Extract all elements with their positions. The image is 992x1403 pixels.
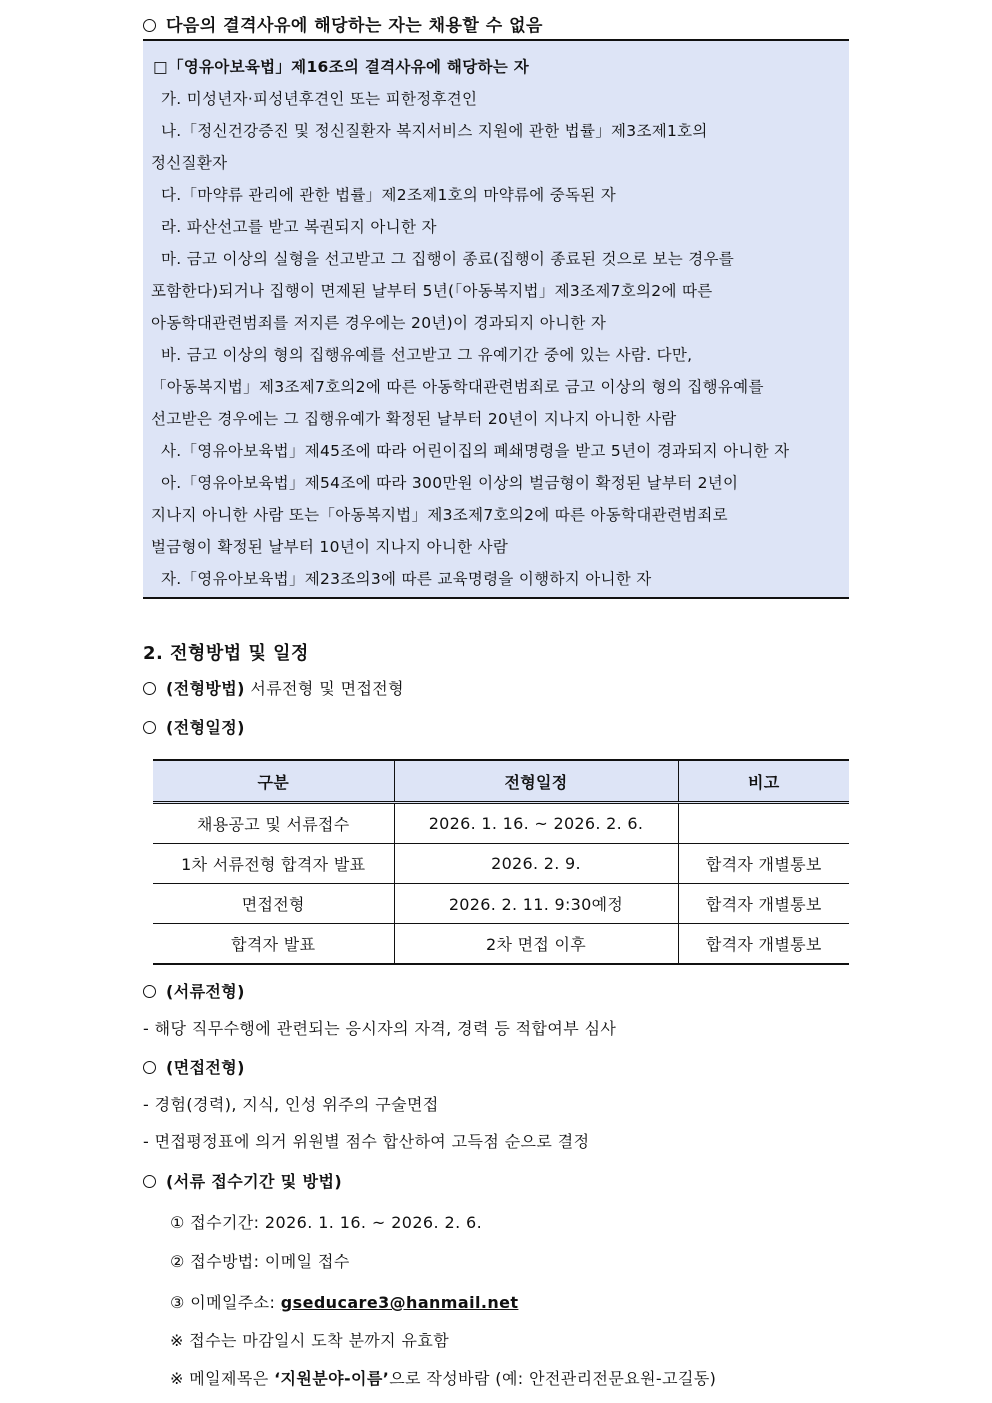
- disq-line: 다.「마약류 관리에 관한 법률」제2조제1호의 마약류에 중독된 자: [161, 186, 617, 204]
- table-row: [153, 924, 849, 965]
- table-header: 전형일정: [394, 760, 678, 803]
- disq-line: 「아동복지법」제3조제7호의2에 따른 아동학대관련범죄로 금고 이상의 형의 집행유예를: [151, 378, 764, 396]
- section-title: 2. 전형방법 및 일정: [143, 643, 309, 664]
- circle-bullet-icon: [143, 721, 156, 734]
- interview-item: - 경험(경력), 지식, 인성 위주의 구술면접: [143, 1095, 439, 1114]
- table-cell: [678, 803, 849, 844]
- table-row: [153, 803, 849, 844]
- table-header: 구분: [153, 760, 394, 803]
- table-cell: 합격자 개별통보: [678, 844, 849, 884]
- apply-method: ② 접수방법: 이메일 접수: [170, 1252, 350, 1271]
- table-row: [153, 884, 849, 924]
- disq-line: 지나지 아니한 사람 또는「아동복지법」제3조제7호의2에 따른 아동학대관련범죄로: [151, 506, 728, 524]
- schedule-table: [153, 759, 849, 965]
- disq-line: 포함한다)되거나 집행이 면제된 날부터 5년(「아동복지법」제3조제7호의2에 따른: [151, 282, 713, 300]
- disq-line: 정신질환자: [151, 154, 228, 172]
- doc-review-item: - 해당 직무수행에 관련되는 응시자의 자격, 경력 등 적합여부 심사: [143, 1019, 617, 1038]
- table-cell: 2026. 1. 16. ~ 2026. 2. 6.: [394, 803, 678, 844]
- table-cell: 2026. 2. 9.: [394, 844, 678, 884]
- apply-label: (서류 접수기간 및 방법): [143, 1169, 342, 1192]
- doc-review-label: (서류전형): [143, 979, 245, 1002]
- table-row: [153, 844, 849, 884]
- table-cell: 2026. 2. 11. 9:30예정: [394, 884, 678, 924]
- circle-bullet-icon: [143, 1175, 156, 1188]
- table-header: 비고: [678, 760, 849, 803]
- method-line: (전형방법) 서류전형 및 면접전형: [143, 676, 404, 699]
- interview-label: (면접전형): [143, 1055, 245, 1078]
- disqualification-box: [143, 39, 849, 599]
- apply-note: ※ 접수는 마감일시 도착 분까지 유효함: [170, 1331, 450, 1350]
- disq-line: 라. 파산선고를 받고 복권되지 아니한 자: [161, 218, 437, 236]
- box-title: □「영유아보육법」제16조의 결격사유에 해당하는 자: [153, 58, 529, 76]
- disq-line: 아동학대관련범죄를 저지른 경우에는 20년)이 경과되지 아니한 자: [151, 314, 607, 332]
- disq-line: 선고받은 경우에는 그 집행유예가 확정된 날부터 20년이 지나지 아니한 사람: [151, 410, 677, 428]
- disq-line: 아.「영유아보육법」제54조에 따라 300만원 이상의 벌금형이 확정된 날부터 2년이: [161, 474, 739, 492]
- schedule-label: (전형일정): [143, 715, 245, 738]
- table-cell: 채용공고 및 서류접수: [153, 803, 394, 844]
- disq-line: 마. 금고 이상의 실형을 선고받고 그 집행이 종료(집행이 종료된 것으로 보는 경우를: [161, 250, 735, 268]
- disq-line: 가. 미성년자‧피성년후견인 또는 피한정후견인: [161, 90, 478, 108]
- apply-email-line: ③ 이메일주소: gseducare3@hanmail.net: [170, 1293, 519, 1312]
- circle-bullet-icon: [143, 682, 156, 695]
- circle-bullet-icon: [143, 1061, 156, 1074]
- table-cell: 면접전형: [153, 884, 394, 924]
- table-cell: 합격자 개별통보: [678, 924, 849, 965]
- disq-line: 벌금형이 확정된 날부터 10년이 지나지 아니한 사람: [151, 538, 509, 556]
- circle-bullet-icon: [143, 985, 156, 998]
- disq-line: 나.「정신건강증진 및 정신질환자 복지서비스 지원에 관한 법률」제3조제1호의: [161, 122, 708, 140]
- disq-line: 자.「영유아보육법」제23조의3에 따른 교육명령을 이행하지 아니한 자: [161, 570, 652, 588]
- table-cell: 1차 서류전형 합격자 발표: [153, 844, 394, 884]
- interview-item: - 면접평정표에 의거 위원별 점수 합산하여 고득점 순으로 결정: [143, 1132, 590, 1151]
- table-cell: 합격자 개별통보: [678, 884, 849, 924]
- table-header-row: [153, 760, 849, 803]
- apply-note-subject: ※ 메일제목은 ‘지원분야-이름’으로 작성바람 (예: 안전관리전문요원-고길동): [170, 1369, 717, 1388]
- email-link[interactable]: gseducare3@hanmail.net: [280, 1293, 519, 1312]
- disqualification-heading: 다음의 결격사유에 해당하는 자는 채용할 수 없음: [143, 11, 543, 36]
- table-cell: 2차 면접 이후: [394, 924, 678, 965]
- table-cell: 합격자 발표: [153, 924, 394, 965]
- circle-bullet-icon: [143, 19, 156, 32]
- apply-period: ① 접수기간: 2026. 1. 16. ~ 2026. 2. 6.: [170, 1213, 483, 1232]
- disq-line: 바. 금고 이상의 형의 집행유예를 선고받고 그 유예기간 중에 있는 사람. 다만,: [161, 346, 693, 364]
- disq-line: 사.「영유아보육법」제45조에 따라 어린이집의 폐쇄명령을 받고 5년이 경과되지 아니한 자: [161, 442, 790, 460]
